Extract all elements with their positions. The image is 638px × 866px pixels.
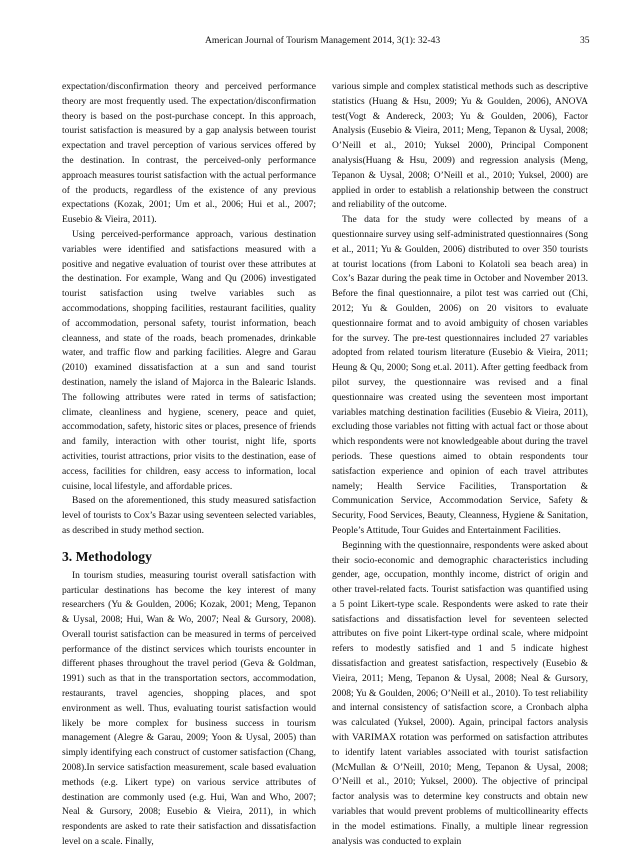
journal-citation: American Journal of Tourism Management 2014, 3(1): 32-43 <box>205 35 441 46</box>
paragraph-study-scope: Based on the aforementioned, this study measured satisfaction level of tourists to Cox’s Bazar using seventeen selected variables, as described in study method section. <box>62 496 316 536</box>
paragraph-continuation: expectation/disconfirmation theory and perceived performance theory are most frequently used. The expectation/disconfirmation theory is based on the post-purchase concept. In this approach, tourist satisfaction is measured by a gap analysis between tourist expectation and travel perception of various services offered by the destination. In contrast, the perceived-only performance approach measures tourist satisfaction with the actual performance of the products, regardless of the existence of any previous expectations (Kozak, 2001; Um et al., 2006; Hui et al., 2007; Eusebio & Vieira, 2011). <box>62 82 316 226</box>
left-column <box>62 80 316 850</box>
section-heading-methodology: 3. Methodology <box>62 548 152 564</box>
paragraph-data-collection: The data for the study were collected by means of a questionnaire survey using self-administrated questionnaires (Song et al., 2011; Yu & Goulden, 2006) distributed to over 350 tourists at tourist locations (from Laboni to Kolatoli sea beach area) in Cox’s Bazar during the peak time in October and November 2013. Before the final questionnaire, a pilot test was carried out (Chi, 2012; Yu & Goulden, 2006) on 20 visitors to evaluate questionnaire format and to avoid ambiguity of chosen variables for the survey. The pre-test questionnaires included 27 variables adopted from related tourism literature (Eusebio & Vieira, 2011; Heung & Qu, 2000; Song et.al. 2011). After getting feedback from pilot survey, the questionnaire was revised and a final questionnaire was created using the seventeen most important variables matching destination facilities (Eusebio & Vieira, 2011), excluding those variables not fitting with actual fact or those about which respondents were not knowledgeable about during the travel periods. These questions aimed to obtain respondents tour satisfaction experience and opinion of each travel attributes namely; Health Service Facilities, Transportation & Communication Service, Accommodation Service, Safety & Security, Food Services, Beauty, Cleanness, Hygiene & Sanitation, People’s Attitude, Tour Guides and Entertainment Facilities. <box>332 215 588 536</box>
page-number: 35 <box>580 35 590 46</box>
paragraph-statistical-methods: various simple and complex statistical methods such as descriptive statistics (Huang & Hsu, 2009; Yu & Goulden, 2006), ANOVA test(Vogt & Andereck, 2003; Yu & Goulden, 2006), Factor Analysis (Eusebio & Vieira, 2011; Meng, Tepanon & Uysal, 2008; O’Neill et al., 2010; Yuksel 2000), Principal Component analysis(Huang & Hsu, 2009) and regression analysis (Meng, Tepanon & Uysal, 2008; O’Neill et al., 2010; Yuksel, 2000) are applied in order to establish a relationship between the construct and reliability of the outcome. <box>332 82 588 211</box>
paragraph-questionnaire-analysis: Beginning with the questionnaire, respondents were asked about their socio-economic and demographic characteristics including gender, age, occupation, monthly income, district of origin and other travel-related facts. Tourist satisfaction was quantified using a 5 point Likert-type scale. Respondents were asked to rate their satisfactions and dissatisfaction level for seventeen selected attributes on five point Likert-type ordinal scale, where midpoint refers to modestly satisfied and 1 and 5 indicate highest dissatisfaction and greatest satisfaction, respectively (Eusebio & Vieira, 2011; Meng, Tepanon & Uysal, 2008; Neal & Gursory, 2008; Yu & Goulden, 2006; O’Neill et al., 2010). To test reliability and internal consistency of satisfaction score, a Cronbach alpha was calculated (Yuksel, 2000). Again, principal factors analysis with VARIMAX rotation was performed on satisfaction attributes to identify latent variables associated with tourist satisfaction (McMullan & O’Neill, 2010; Meng, Tepanon & Uysal, 2008; O’Neill et al., 2010; Yuksel, 2000). The objective of principal factor analysis was to determine key constructs and obtain new variables that would prevent problems of multicollinearity effects in the model estimations. Finally, a multiple linear regression analysis was conducted to explain <box>332 540 588 847</box>
running-header <box>0 34 638 48</box>
right-column <box>332 80 588 849</box>
paragraph-methodology-intro: In tourism studies, measuring tourist overall satisfaction with particular destinations has become the key interest of many researchers (Yu & Goulden, 2006; Kozak, 2001; Meng, Tepanon & Uysal, 2008; Hui, Wan & Wo, 2007; Neal & Gursory, 2008). Overall tourist satisfaction can be measured in terms of perceived performance of the distinct services which tourists encounter in different phases throughout the travel period (Geva & Goldman, 1991) such as that in the transportation sectors, accommodation, restaurants, travel agencies, shopping places, and spot environment as well. Thus, evaluating tourist satisfaction would likely be more complex for business success in tourism management (Alegre & Garau, 2009; Yoon & Uysal, 2005) than simply identifying each construct of customer satisfaction (Chang, 2008).In service satisfaction measurement, scale based evaluation methods (e.g. Likert type) on various service attributes of destination are commonly used (e.g. Hui, Wan and Who, 2007; Neal & Gursory, 2008; Eusebio & Vieira, 2011), in which respondents are asked to rate their satisfaction and dissatisfaction level on a scale. Finally, <box>62 570 316 848</box>
paragraph-perceived-performance: Using perceived-performance approach, various destination variables were identified and satisfactions measured with a positive and negative evaluation of tourist over these attributes at the destination. For example, Wang and Qu (2006) investigated tourist satisfaction using twelve variables such as accommodations, shopping facilities, restaurant facilities, quality of accommodation, personal safety, tourist information, beach cleanness, and state of the roads, beach promenades, drinkable water, and traffic flow and parking facilities. Alegre and Garau (2010) examined dissatisfaction at a sun and sand tourist destination, namely the island of Majorca in the Balearic Islands. The following attributes were rated in terms of satisfaction; climate, cleanliness and hygiene, scenery, peace and quiet, accommodation, safety, historic sites or places, presence of friends and family, interaction with other tourist, night life, sports activities, tourist attractions, prior visits to the destination, ease of access, facilities for children, easy access to information, local cuisine, local lifestyle, and affordable prices. <box>62 229 316 492</box>
